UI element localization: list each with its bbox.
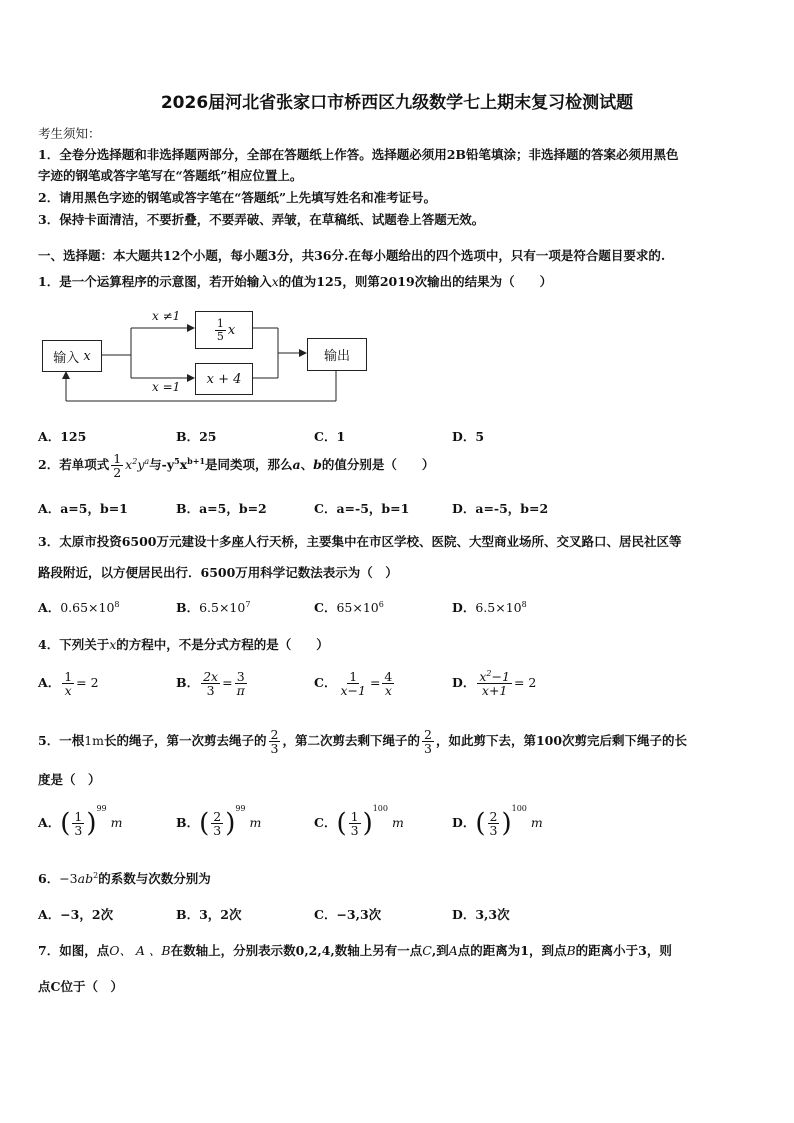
q4-option-d[interactable]: D． $\frac{x^2-1}{x+1}$ = 2 (452, 669, 537, 699)
q1-option-d[interactable]: D．5 (452, 429, 485, 444)
notice-line-1: 1．全卷分选择题和非选择题两部分，全部在答题纸上作答。选择题必须用2B铅笔填涂；非选择题的答案必须用黑色 (38, 147, 679, 162)
flow-output-box: 输出 (307, 338, 367, 371)
cond-bottom-label: x =1 (152, 380, 181, 394)
q3-option-d[interactable]: D．$6.5\times 10^8$ (452, 599, 527, 615)
q5-option-c[interactable]: C．( $\frac{1}{3}$ )$^{100}$ m (314, 804, 404, 839)
q2-option-d[interactable]: D．a=-5，b=2 (452, 501, 549, 516)
q5-option-a[interactable]: A．( $\frac{1}{3}$ )$^{99}$ m (38, 804, 123, 839)
q7-line-1: 7．如图，点O、 A 、B在数轴上，分别表示数0,2,4,数轴上另有一点C,到A点的距离为1，到点B的距离小于3，则 (38, 943, 672, 958)
q5-option-d[interactable]: D．( $\frac{2}{3}$ )$^{100}$ m (452, 804, 543, 839)
q5-line-2: 度是（ ） (38, 772, 101, 787)
q2-option-b[interactable]: B．a=5，b=2 (176, 501, 267, 516)
q4-stem: 4．下列关于x的方程中，不是分式方程的是（ ） (38, 637, 329, 652)
q6-option-b[interactable]: B．3，2次 (176, 907, 242, 922)
q7-line-2: 点C位于（ ） (38, 979, 123, 994)
q2-option-a[interactable]: A．a=5，b=1 (38, 501, 128, 516)
q5-option-b[interactable]: B．( $\frac{2}{3}$ )$^{99}$ m (176, 804, 262, 839)
section-heading: 一、选择题：本大题共12个小题，每小题3分，共36分.在每小题给出的四个选项中，只有一项是符合题目要求的. (38, 248, 666, 263)
notice-line-3: 2．请用黑色字迹的钢笔或答字笔在“答题纸”上先填写姓名和准考证号。 (38, 190, 437, 205)
page-title: 2026届河北省张家口市桥西区九级数学七上期末复习检测试题 (160, 93, 634, 113)
q1-option-c[interactable]: C．1 (314, 429, 346, 444)
q3-option-b[interactable]: B．$6.5\times 10^7$ (176, 599, 251, 615)
q6-option-a[interactable]: A．−3，2次 (38, 907, 114, 922)
q3-line-1: 3．太原市投资6500万元建设十多座人行天桥，主要集中在市区学校、医院、大型商业场所、交叉路口、居民社区等 (38, 534, 682, 549)
q1-flowchart (38, 300, 378, 410)
q3-option-a[interactable]: A．$0.65\times 10^8$ (38, 599, 120, 615)
q6-option-d[interactable]: D．3,3次 (452, 907, 510, 922)
flow-bottom-box: x + 4 (195, 363, 253, 395)
q6-stem: 6．$-3ab^2$的系数与次数分别为 (38, 870, 211, 886)
flow-input-box: 输入 x (42, 340, 102, 372)
q3-option-c[interactable]: C．$65\times 10^6$ (314, 599, 384, 615)
notice-heading: 考生须知： (38, 126, 101, 141)
q4-option-b[interactable]: B． $\frac{2x}{3}$ = $\frac{3}{\pi}$ (176, 669, 245, 699)
q2-option-c[interactable]: C．a=-5，b=1 (314, 501, 410, 516)
q4-option-c[interactable]: C． $\frac{1}{x-1}$ = $\frac{4}{x}$ (314, 669, 393, 699)
flow-top-box: $\frac{1}{5}$ x (195, 311, 253, 349)
cond-top-label: x ≠1 (152, 309, 181, 323)
q5-line-1: 5．一根1m长的绳子，第一次剪去绳子的 $\frac{2}{3}$ ，第二次剪去剩下绳子的 $\frac{2}{3}$ ，如此剪下去，第100次剪完后剩下绳子的长 (38, 727, 688, 757)
q3-line-2: 路段附近，以方便居民出行．6500万用科学记数法表示为（ ） (38, 565, 398, 580)
q1-option-b[interactable]: B．25 (176, 429, 217, 444)
q2-stem: 2．若单项式 $\frac{1}{2}$ $x^2y^a$与$-y^5x^{b+1}$是同类项，那么a、b的值分别是（ ） (38, 451, 435, 481)
q6-option-c[interactable]: C．−3,3次 (314, 907, 382, 922)
q1-option-a[interactable]: A．125 (38, 429, 87, 444)
notice-line-2: 字迹的钢笔或答字笔写在“答题纸”相应位置上。 (38, 168, 303, 183)
q1-stem: 1．是一个运算程序的示意图，若开始输入x的值为125，则第2019次输出的结果为（ ） (38, 274, 553, 289)
q4-option-a[interactable]: A． $\frac{1}{x}$ = 2 (38, 669, 99, 699)
notice-line-4: 3．保持卡面清洁，不要折叠，不要弄破、弄皱，在草稿纸、试题卷上答题无效。 (38, 212, 485, 227)
